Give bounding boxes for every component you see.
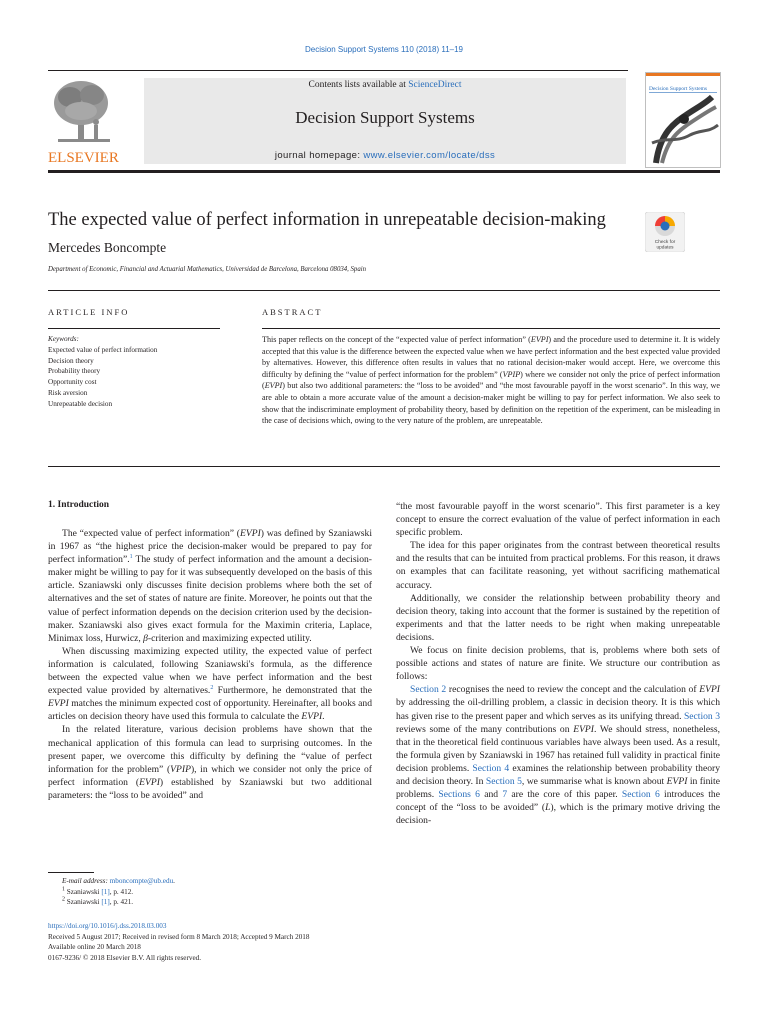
body-text: reviews some of the many contributions on: [396, 723, 574, 735]
body-text: Furthermore, he demonstrated that the: [213, 685, 372, 697]
section-link[interactable]: Sections 6: [438, 789, 480, 801]
keyword-item: Risk aversion: [48, 388, 88, 397]
article-info-heading: ARTICLE INFO: [48, 307, 130, 317]
available-online: Available online 20 March 2018: [48, 943, 141, 951]
body-paragraph: [48, 723, 372, 802]
footnote-2: [48, 897, 175, 908]
section-link[interactable]: Section 4: [472, 762, 510, 774]
footnote-number: 2: [62, 896, 65, 903]
keyword-item: Opportunity cost: [48, 378, 97, 387]
keyword-item: Unrepeatable decision: [48, 399, 113, 408]
crossmark-label-2: updates: [656, 245, 674, 251]
elsevier-tree-icon: [48, 75, 128, 165]
body-paragraph: “the most favourable payoff in the worst scenario”. This first parameter is a key concept to ensure the correct evaluation of the value of perfect information in each specific problem.: [396, 501, 720, 539]
contents-prefix: Contents lists available at: [308, 80, 409, 90]
footnote-text: , p. 421.: [109, 898, 134, 906]
section-link[interactable]: 7: [502, 789, 508, 801]
copyright: 0167-9236/ © 2018 Elsevier B.V. All rights reserved.: [48, 953, 202, 962]
article-title: The expected value of perfect information in unrepeatable decision-making: [48, 210, 606, 230]
article-info-rule: [48, 328, 220, 329]
body-text: -criterion and maximizing expected utility.: [147, 632, 312, 644]
article-info-top-rule: [48, 290, 720, 291]
header-top-rule: [48, 70, 628, 71]
keywords-block: [48, 334, 223, 410]
abstract-emphasis: EVPI: [530, 335, 549, 344]
footnote-text: Szaniawski: [65, 898, 102, 906]
body-text: . We should stress, nonetheless, that in the theoretical field continuous variables have always been used. As a result, the formula given by Szaniawski in 1967 has retained full validity in practical finite decision problems.: [396, 723, 720, 774]
journal-title: Decision Support Systems: [295, 108, 475, 127]
footnote-text: , p. 412.: [109, 887, 134, 896]
author-affiliation: Department of Economic, Financial and Actuarial Mathematics, Universidad de Barcelona, Barcelona 08034, Spain: [48, 266, 367, 273]
footnote-rule: [48, 872, 94, 873]
homepage-label: journal homepage:: [274, 150, 364, 161]
section-link[interactable]: Section 6: [621, 789, 660, 801]
body-text: recognises the need to review the concept and the calculation of: [446, 684, 700, 696]
body-emphasis: β: [143, 632, 148, 644]
keyword-item: Decision theory: [48, 356, 94, 365]
abstract-text: [262, 334, 720, 427]
body-text: ), in which we consider not only the price of perfect information (: [48, 763, 372, 788]
body-emphasis: L: [545, 802, 551, 814]
body-emphasis: EVPI: [573, 723, 594, 735]
body-text: , we summarise what is known about: [521, 775, 667, 787]
reference-link[interactable]: [1]: [101, 887, 110, 896]
body-paragraph: We focus on finite decision problems, that is, problems where both sets of possible actions and states of nature are finite. We structure our contribution as follows:: [396, 645, 720, 683]
email-label: E-mail address:: [62, 877, 110, 885]
crossmark-label-1: Check for: [654, 240, 676, 245]
body-text: and: [479, 789, 503, 801]
email-footnote: [48, 876, 175, 887]
doi-link[interactable]: https://doi.org/10.1016/j.dss.2018.03.003: [48, 922, 167, 930]
keyword-item: Probability theory: [48, 367, 101, 376]
body-text: in finite problems.: [396, 775, 720, 801]
body-text: matches the minimum expected cost of opportunity. Hereinafter, all books and articles on decision theory have used this formula to calculate the: [48, 698, 372, 723]
abstract-emphasis: VPIP: [502, 369, 521, 379]
section-link[interactable]: Section 5: [485, 775, 522, 787]
body-paragraph: [48, 645, 372, 724]
email-link[interactable]: mboncompte@ub.edu: [109, 877, 174, 885]
footnote-1: [48, 887, 175, 898]
journal-cover-image: [646, 73, 720, 167]
check-for-updates-badge[interactable]: [645, 212, 685, 252]
elsevier-logo-text: ELSEVIER: [48, 150, 119, 165]
body-column-right: [396, 500, 720, 827]
footnotes: [48, 876, 175, 908]
body-paragraph: [396, 683, 720, 827]
body-emphasis: EVPI: [48, 698, 69, 710]
body-text: .: [322, 711, 325, 723]
body-text: ) established by Szaniawski but two additional parameters: the “loss to be avoided” and: [48, 776, 372, 801]
abstract-text-part: ) and the procedure used to determine it. It is widely accepted that this value is the difference between the expected value when we have perfect information and the best expected value provided by alternatives. However, this difference often results in values that no rational decision-maker would accept. Here, we overcome this difficulty by defining the “value of perfect information for the problem” (: [262, 335, 720, 379]
section-heading-introduction: 1. Introduction: [48, 500, 110, 510]
abstract-text-part: ) where we consider not only the price of perfect information (: [262, 369, 720, 391]
body-emphasis: VPIP: [170, 763, 191, 775]
body-text: ), which is the primary motive driving the decision-: [396, 802, 720, 827]
body-text: examines the relationship between probability theory and decision theory. In: [396, 762, 720, 787]
footnote-number: 1: [62, 886, 65, 893]
section-link[interactable]: Section 3: [683, 710, 720, 722]
body-emphasis: EVPI: [301, 711, 323, 723]
footnote-ref[interactable]: 1: [129, 554, 133, 560]
footnote-ref[interactable]: 2: [210, 684, 214, 691]
header-bottom-rule: [48, 170, 720, 173]
body-text: The “expected value of perfect information” (: [62, 528, 240, 539]
abstract-text-part: This paper reflects on the concept of the “expected value of perfect information” (: [262, 335, 531, 344]
author-name[interactable]: Mercedes Boncompte: [48, 240, 167, 255]
body-text: ) was defined by Szaniawski in 1967 as “the highest price the decision-maker would be prepared to pay for perfect information”.: [48, 528, 372, 566]
abstract-rule: [262, 328, 720, 329]
body-emphasis: EVPI: [139, 776, 160, 788]
body-text: are the core of this paper.: [507, 789, 622, 801]
body-emphasis: EVPI: [699, 684, 720, 696]
body-paragraph: [48, 527, 372, 645]
journal-reference[interactable]: Decision Support Systems 110 (2018) 11–19: [304, 45, 463, 54]
section-link[interactable]: Section 2: [410, 684, 447, 696]
reference-link[interactable]: [1]: [101, 898, 110, 906]
elsevier-logo[interactable]: [48, 75, 128, 165]
body-text: by addressing the oil-drilling problem, a classic in decision theory. It is this which has given rise to the present paper and which serves as its unifying thread.: [396, 697, 720, 722]
journal-homepage: [144, 150, 626, 161]
body-text: The study of perfect information and the amount a decision-maker might be willing to pay for it was subsequently developed on the basis of this article. Szaniawski only discusses finite decision problems where both the set of alternatives and the set of states of nature are finite. Moreover, he points out that the value of perfect information depends on the decision criterion used by the decision-maker. Szaniawski also gives exact formula for the Maximin criteria, Laplace, Minimax loss, Hurwicz,: [48, 554, 373, 644]
email-end: .: [173, 877, 175, 885]
homepage-link[interactable]: www.elsevier.com/locate/dss: [363, 150, 496, 161]
body-text: introduces the concept of the “loss to be avoided” (: [396, 789, 720, 814]
body-paragraph: Additionally, we consider the relationship between probability theory and decision theory, taking into account that the former is sustained by the repetition of experiments and that the latter needs to be right when making unrepeatable decisions.: [396, 592, 720, 643]
body-emphasis: EVPI: [666, 775, 688, 787]
abstract-text-part: ) but also two additional parameters: the “loss to be avoided” and “the most favourable payoff in the worst scenario”. In this way, we are able to obtain a more accurate value of the amount a decision-maker might be willing to pay for perfect information. We also seek to show that the indiscriminate employment of probability theory, based by definition on the repetition of the experiment, can be misleading in the case of decisions which, owing to the very nature of the problem, are unrepeatable.: [262, 381, 720, 426]
received-dates: Received 5 August 2017; Received in revised form 8 March 2018; Accepted 9 March 2018: [48, 932, 310, 941]
body-emphasis: EVPI: [239, 528, 261, 539]
body-text: When discussing maximizing expected utility, the expected value of perfect information is calculated, following Szaniawski's formula, as the difference between the expected value when we have perfect information and the best expected value provided by alternatives.: [48, 645, 372, 697]
abstract-emphasis: EVPI: [264, 381, 283, 391]
cover-title: Decision Support Systems: [649, 86, 708, 92]
body-paragraph: The idea for this paper originates from the contrast between theoretical results and the results that can be intuited from practical problems. For this reason, it draws on examples that can facilitate reasoning, yet without sacrificing mathematical accuracy.: [396, 540, 720, 591]
publication-info: [48, 921, 309, 963]
keyword-item: Expected value of perfect information: [48, 345, 158, 354]
journal-cover-thumbnail[interactable]: [645, 72, 721, 168]
abstract-heading: ABSTRACT: [262, 307, 323, 317]
contents-line: [144, 80, 626, 90]
body-column-left: [48, 527, 372, 802]
keywords-label: Keywords:: [48, 335, 79, 343]
abstract-bottom-rule: [48, 466, 720, 467]
footnote-text: Szaniawski: [65, 887, 102, 896]
sciencedirect-link[interactable]: ScienceDirect: [408, 80, 462, 90]
crossmark-icon: [645, 212, 685, 252]
body-text: In the related literature, various decision problems have shown that the mechanical application of this formula can lead to surprising outcomes. In the present paper, we overcome this difficulty by defining the “value of perfect information for the problem” (: [48, 724, 372, 775]
